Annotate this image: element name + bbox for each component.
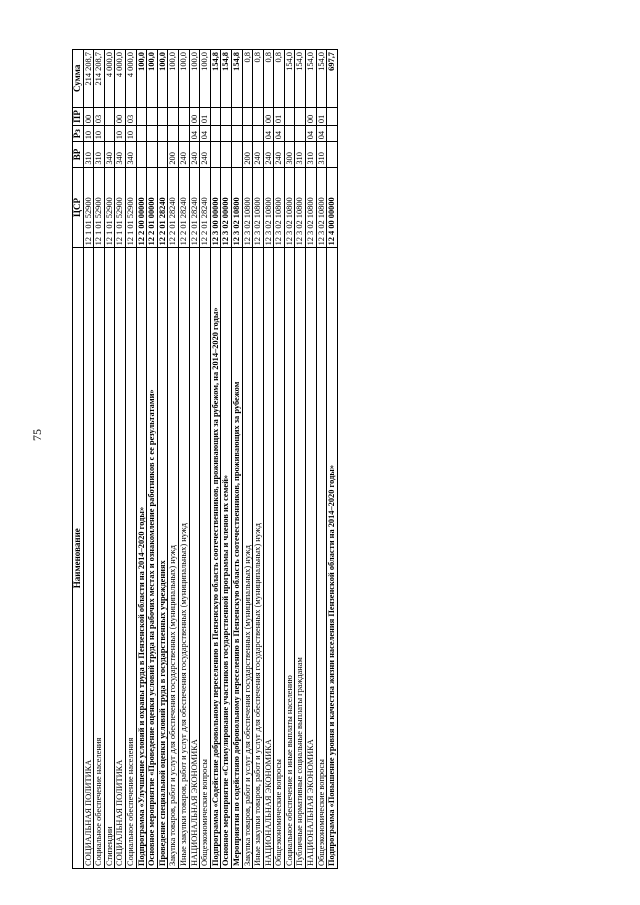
- cell-pr: [178, 107, 189, 125]
- rotated-table-wrapper: [72, 49, 338, 869]
- header-name: Наименование: [73, 248, 84, 869]
- cell-pr: [327, 107, 338, 125]
- cell-csr: 12 3 02 00000: [221, 167, 232, 248]
- cell-pr: [242, 107, 253, 125]
- table-row: [242, 50, 253, 869]
- cell-csr: 12 2 01 00000: [147, 167, 158, 248]
- cell-rz: [136, 126, 147, 142]
- table-row: [274, 50, 285, 869]
- cell-vr: 310: [316, 142, 327, 167]
- cell-csr: 12 1 01 52900: [94, 167, 105, 248]
- cell-rz: [147, 126, 158, 142]
- cell-pr: [284, 107, 295, 125]
- cell-sum: 0,8: [274, 50, 285, 108]
- cell-pr: [147, 107, 158, 125]
- cell-vr: 240: [200, 142, 211, 167]
- cell-csr: 12 3 00 00000: [210, 167, 221, 248]
- cell-vr: [221, 142, 232, 167]
- cell-rz: 10: [83, 126, 94, 142]
- cell-name: Мероприятия по содействию добровольному переселению в Пензенскую область соотечественников, проживающих за рубежом: [231, 248, 242, 869]
- cell-csr: 12 1 01 52900: [83, 167, 94, 248]
- table-row: [168, 50, 179, 869]
- cell-pr: [157, 107, 168, 125]
- cell-vr: 310: [306, 142, 317, 167]
- header-rz: Рз: [73, 126, 84, 142]
- table-row: [125, 50, 136, 869]
- cell-sum: 154,8: [210, 50, 221, 108]
- cell-pr: 00: [189, 107, 200, 125]
- cell-pr: 00: [115, 107, 126, 125]
- cell-sum: 154,0: [316, 50, 327, 108]
- cell-name: Подпрограмма «Повышение уровня и качества жизни населения Пензенской области на 2014–2020 годы»: [327, 248, 338, 869]
- cell-rz: 04: [189, 126, 200, 142]
- cell-rz: 10: [125, 126, 136, 142]
- cell-sum: 0,8: [253, 50, 264, 108]
- cell-rz: [157, 126, 168, 142]
- table-row: [136, 50, 147, 869]
- cell-csr: 12 3 02 10800: [274, 167, 285, 248]
- table-row: [316, 50, 327, 869]
- cell-pr: 01: [200, 107, 211, 125]
- cell-vr: 200: [168, 142, 179, 167]
- cell-name: Подпрограмма «Содействие добровольному переселению в Пензенскую область соотечественников, проживающих за рубежом, на 2014–2020 годы»: [210, 248, 221, 869]
- cell-vr: [157, 142, 168, 167]
- table-row: [306, 50, 317, 869]
- cell-sum: 214 208,7: [83, 50, 94, 108]
- cell-name: Публичные нормативные социальные выплаты гражданам: [295, 248, 306, 869]
- table-row: [83, 50, 94, 869]
- cell-sum: 100,0: [147, 50, 158, 108]
- cell-sum: 4 000,0: [125, 50, 136, 108]
- cell-pr: 00: [263, 107, 274, 125]
- cell-pr: 01: [316, 107, 327, 125]
- cell-rz: 04: [274, 126, 285, 142]
- cell-vr: 340: [125, 142, 136, 167]
- cell-sum: 0,8: [242, 50, 253, 108]
- cell-rz: [221, 126, 232, 142]
- cell-sum: 100,0: [178, 50, 189, 108]
- cell-csr: 12 3 02 10800: [306, 167, 317, 248]
- cell-pr: 03: [125, 107, 136, 125]
- table-header-row: [73, 50, 84, 869]
- cell-pr: [168, 107, 179, 125]
- cell-sum: 697,7: [327, 50, 338, 108]
- table-row: [157, 50, 168, 869]
- cell-pr: 01: [274, 107, 285, 125]
- budget-table: [72, 49, 338, 869]
- header-pr: ПР: [73, 107, 84, 125]
- table-row: [147, 50, 158, 869]
- cell-vr: 300: [284, 142, 295, 167]
- cell-rz: [231, 126, 242, 142]
- cell-sum: 100,0: [168, 50, 179, 108]
- cell-rz: [210, 126, 221, 142]
- cell-pr: 03: [94, 107, 105, 125]
- cell-csr: 12 3 02 10800: [295, 167, 306, 248]
- cell-vr: [231, 142, 242, 167]
- cell-vr: [210, 142, 221, 167]
- cell-vr: 240: [274, 142, 285, 167]
- cell-csr: 12 2 01 28240: [189, 167, 200, 248]
- header-vr: ВР: [73, 142, 84, 167]
- table-row: [284, 50, 295, 869]
- cell-pr: [295, 107, 306, 125]
- table-row: [178, 50, 189, 869]
- cell-vr: 200: [242, 142, 253, 167]
- cell-sum: 100,0: [189, 50, 200, 108]
- cell-name: НАЦИОНАЛЬНАЯ ЭКОНОМИКА: [189, 248, 200, 869]
- table-row: [94, 50, 105, 869]
- table-row: [327, 50, 338, 869]
- cell-rz: 04: [263, 126, 274, 142]
- cell-vr: [147, 142, 158, 167]
- table-row: [221, 50, 232, 869]
- cell-sum: 4 000,0: [115, 50, 126, 108]
- cell-rz: [178, 126, 189, 142]
- table-body: [83, 50, 337, 869]
- cell-name: Иные закупки товаров, работ и услуг для обеспечения государственных (муниципальных) нужд: [253, 248, 264, 869]
- cell-sum: 214 208,7: [94, 50, 105, 108]
- cell-vr: 310: [83, 142, 94, 167]
- cell-name: СОЦИАЛЬНАЯ ПОЛИТИКА: [115, 248, 126, 869]
- cell-rz: 10: [94, 126, 105, 142]
- cell-csr: 12 2 00 00000: [136, 167, 147, 248]
- cell-sum: 154,8: [221, 50, 232, 108]
- cell-name: Закупка товаров, работ и услуг для обеспечения государственных (муниципальных) нужд: [242, 248, 253, 869]
- cell-name: Социальное обеспечение населения: [94, 248, 105, 869]
- cell-name: НАЦИОНАЛЬНАЯ ЭКОНОМИКА: [263, 248, 274, 869]
- cell-pr: [253, 107, 264, 125]
- cell-name: Иные закупки товаров, работ и услуг для обеспечения государственных (муниципальных) нужд: [178, 248, 189, 869]
- cell-vr: 310: [295, 142, 306, 167]
- table-row: [295, 50, 306, 869]
- cell-rz: [284, 126, 295, 142]
- cell-rz: [168, 126, 179, 142]
- cell-name: Общеэкономические вопросы: [274, 248, 285, 869]
- table-row: [115, 50, 126, 869]
- cell-csr: 12 1 01 52900: [115, 167, 126, 248]
- cell-rz: [253, 126, 264, 142]
- table-row: [231, 50, 242, 869]
- cell-csr: 12 4 00 00000: [327, 167, 338, 248]
- table-row: [263, 50, 274, 869]
- cell-rz: 10: [115, 126, 126, 142]
- cell-name: Стипендии: [104, 248, 115, 869]
- cell-rz: [104, 126, 115, 142]
- cell-vr: 310: [94, 142, 105, 167]
- cell-csr: 12 1 01 52900: [104, 167, 115, 248]
- cell-pr: 00: [306, 107, 317, 125]
- cell-sum: 100,0: [157, 50, 168, 108]
- cell-pr: [210, 107, 221, 125]
- cell-vr: 240: [263, 142, 274, 167]
- cell-vr: 340: [104, 142, 115, 167]
- header-csr: ЦСР: [73, 167, 84, 248]
- cell-csr: 12 3 02 10800: [231, 167, 242, 248]
- page-number: 75: [30, 429, 44, 441]
- cell-pr: [231, 107, 242, 125]
- cell-name: Общеэкономические вопросы: [200, 248, 211, 869]
- cell-csr: 12 1 01 52900: [125, 167, 136, 248]
- cell-vr: [327, 142, 338, 167]
- cell-csr: 12 2 01 28240: [178, 167, 189, 248]
- cell-csr: 12 3 02 10800: [263, 167, 274, 248]
- cell-sum: 100,0: [200, 50, 211, 108]
- cell-rz: [295, 126, 306, 142]
- cell-name: СОЦИАЛЬНАЯ ПОЛИТИКА: [83, 248, 94, 869]
- table-row: [104, 50, 115, 869]
- cell-vr: 240: [178, 142, 189, 167]
- cell-vr: 240: [189, 142, 200, 167]
- cell-name: Подпрограмма «Улучшение условий и охраны труда в Пензенской области на 2014–2020 годы»: [136, 248, 147, 869]
- table-row: [200, 50, 211, 869]
- cell-sum: 154,0: [295, 50, 306, 108]
- cell-name: НАЦИОНАЛЬНАЯ ЭКОНОМИКА: [306, 248, 317, 869]
- cell-name: Социальное обеспечение и иные выплаты населению: [284, 248, 295, 869]
- cell-rz: [327, 126, 338, 142]
- cell-sum: 154,8: [231, 50, 242, 108]
- cell-sum: 154,0: [284, 50, 295, 108]
- cell-pr: [136, 107, 147, 125]
- cell-csr: 12 3 02 10800: [242, 167, 253, 248]
- cell-name: Проведение специальной оценки условий труда в государственных учреждениях: [157, 248, 168, 869]
- cell-csr: 12 3 02 10800: [284, 167, 295, 248]
- cell-rz: 04: [306, 126, 317, 142]
- cell-vr: 340: [115, 142, 126, 167]
- cell-csr: 12 2 01 28240: [200, 167, 211, 248]
- cell-name: Закупка товаров, работ и услуг для обеспечения государственных (муниципальных) нужд: [168, 248, 179, 869]
- cell-name: Социальное обеспечение населения: [125, 248, 136, 869]
- cell-csr: 12 3 02 10800: [316, 167, 327, 248]
- cell-sum: 100,0: [136, 50, 147, 108]
- cell-sum: 0,8: [263, 50, 274, 108]
- cell-name: Основное мероприятие «Стимулирование участников государственной программы и членов их семей»: [221, 248, 232, 869]
- cell-csr: 12 3 02 10800: [253, 167, 264, 248]
- cell-rz: [242, 126, 253, 142]
- cell-vr: 240: [253, 142, 264, 167]
- cell-sum: 4 000,0: [104, 50, 115, 108]
- table-row: [253, 50, 264, 869]
- cell-name: Общеэкономические вопросы: [316, 248, 327, 869]
- table-row: [189, 50, 200, 869]
- cell-pr: [104, 107, 115, 125]
- cell-rz: 04: [200, 126, 211, 142]
- cell-pr: [221, 107, 232, 125]
- cell-rz: 04: [316, 126, 327, 142]
- table-row: [210, 50, 221, 869]
- cell-sum: 154,0: [306, 50, 317, 108]
- cell-csr: 12 2 01 28240: [168, 167, 179, 248]
- header-sum: Сумма: [73, 50, 84, 108]
- cell-pr: 00: [83, 107, 94, 125]
- cell-vr: [136, 142, 147, 167]
- cell-csr: 12 2 01 28240: [157, 167, 168, 248]
- cell-name: Основное мероприятие «Проведение оценки условий труда на рабочих местах и ознакомление работников с ее результатами»: [147, 248, 158, 869]
